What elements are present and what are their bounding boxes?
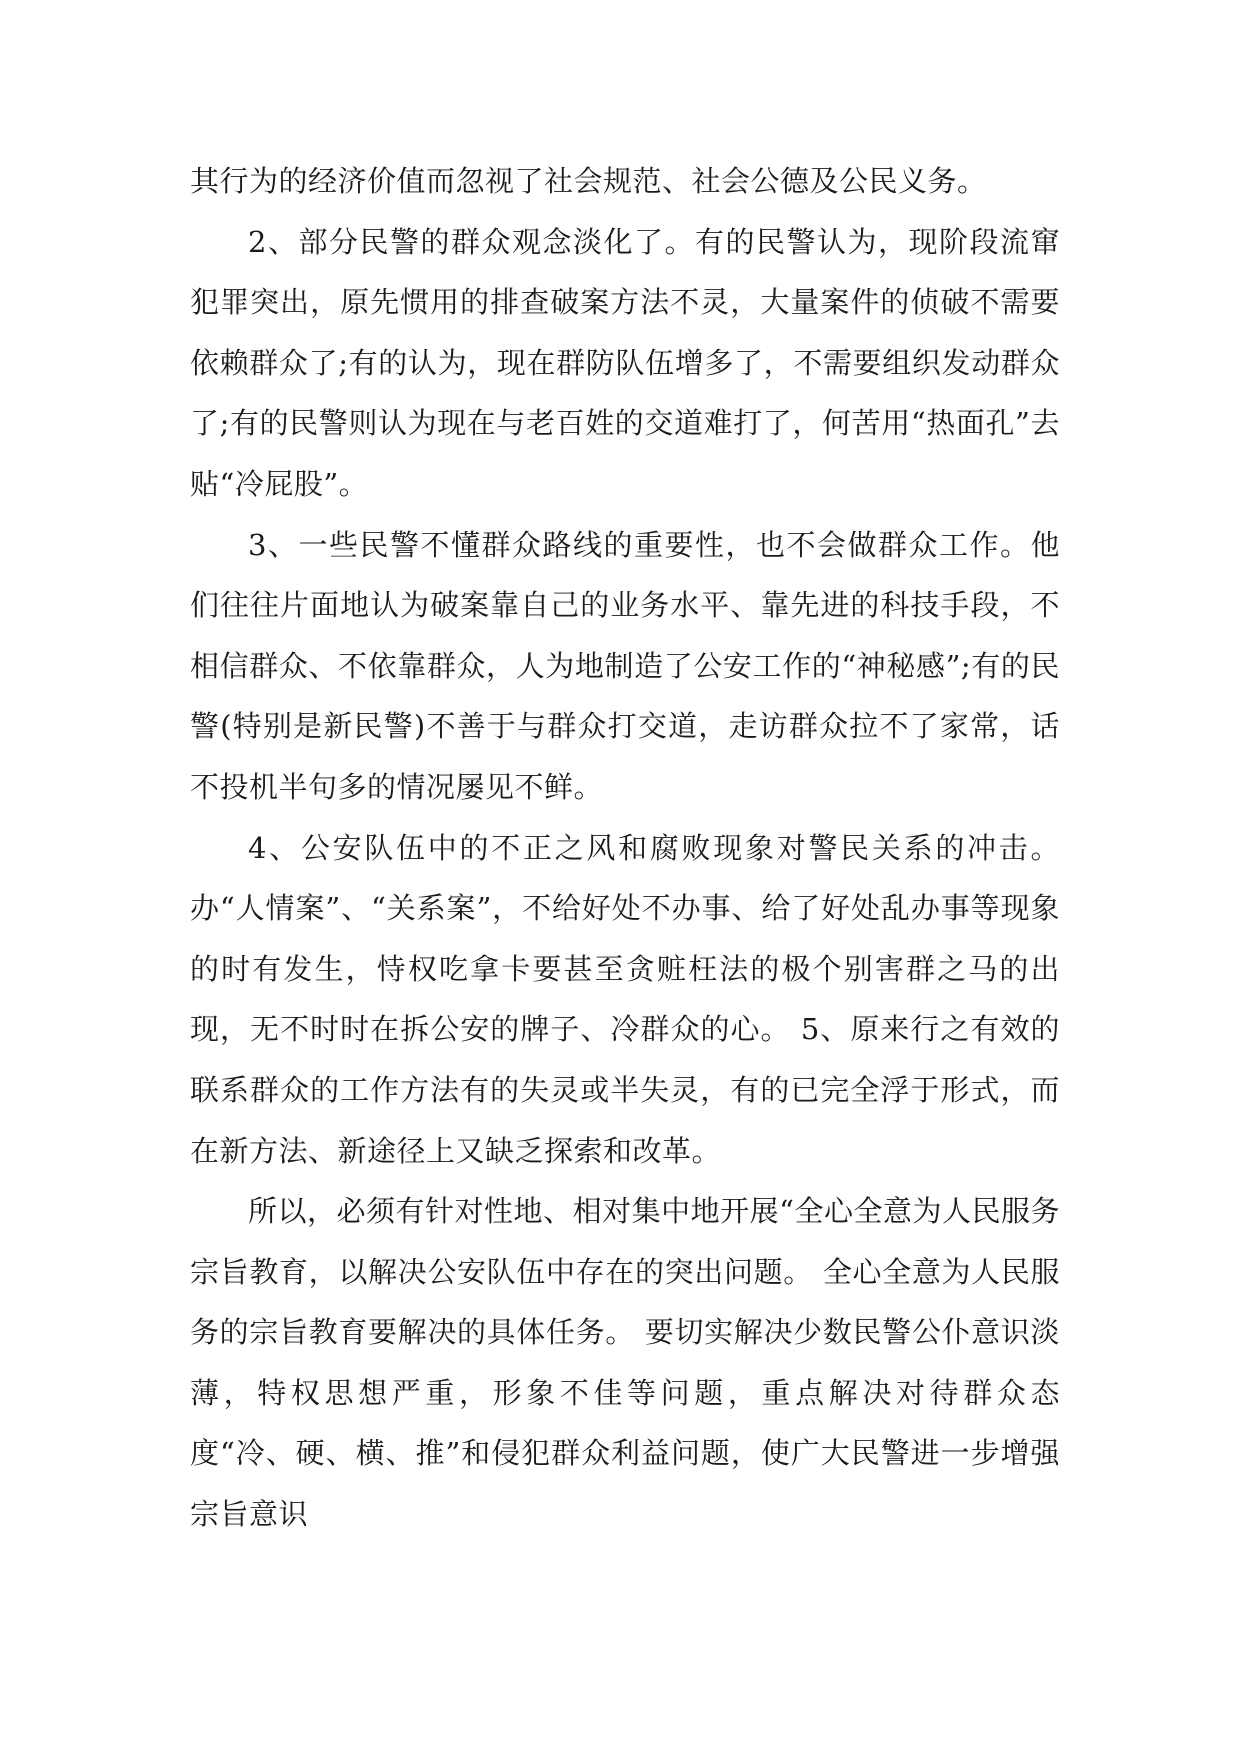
paragraph-item-2: 2、部分民警的群众观念淡化了。有的民警认为，现阶段流窜犯罪突出，原先惯用的排查破案方法不灵，大量案件的侦破不需要依赖群众了;有的认为，现在群防队伍增多了，不需要组织发动群众了;有的民警则认为现在与老百姓的交道难打了，何苦用“热面孔”去贴“冷屁股”。	[190, 224, 1060, 501]
document-body	[190, 151, 1060, 1545]
paragraph-conclusion: 所以，必须有针对性地、相对集中地开展“全心全意为人民服务宗旨教育，以解决公安队伍中存在的突出问题。 全心全意为人民服务的宗旨教育要解决的具体任务。 要切实解决少数民警公仆意识淡薄，特权思想严重，形象不佳等问题，重点解决对待群众态度“冷、硬、横、推”和侵犯群众利益问题，使广大民警进一步增强宗旨意识	[190, 1194, 1060, 1532]
paragraph-item-3: 3、一些民警不懂群众路线的重要性，也不会做群众工作。他们往往片面地认为破案靠自己的业务水平、靠先进的科技手段，不相信群众、不依靠群众，人为地制造了公安工作的“神秘感”;有的民警(特别是新民警)不善于与群众打交道，走访群众拉不了家常，话不投机半句多的情况屡见不鲜。	[190, 527, 1060, 804]
paragraph-item-4-5: 4、公安队伍中的不正之风和腐败现象对警民关系的冲击。办“人情案”、“关系案”，不给好处不办事、给了好处乱办事等现象的时有发生，恃权吃拿卡要甚至贪赃枉法的极个别害群之马的出现，无不时时在拆公安的牌子、冷群众的心。 5、原来行之有效的联系群众的工作方法有的失灵或半失灵，有的已完全浮于形式，而在新方法、新途径上又缺乏探索和改革。	[190, 830, 1060, 1168]
paragraph-continuation: 其行为的经济价值而忽视了社会规范、社会公德及公民义务。	[190, 164, 987, 198]
